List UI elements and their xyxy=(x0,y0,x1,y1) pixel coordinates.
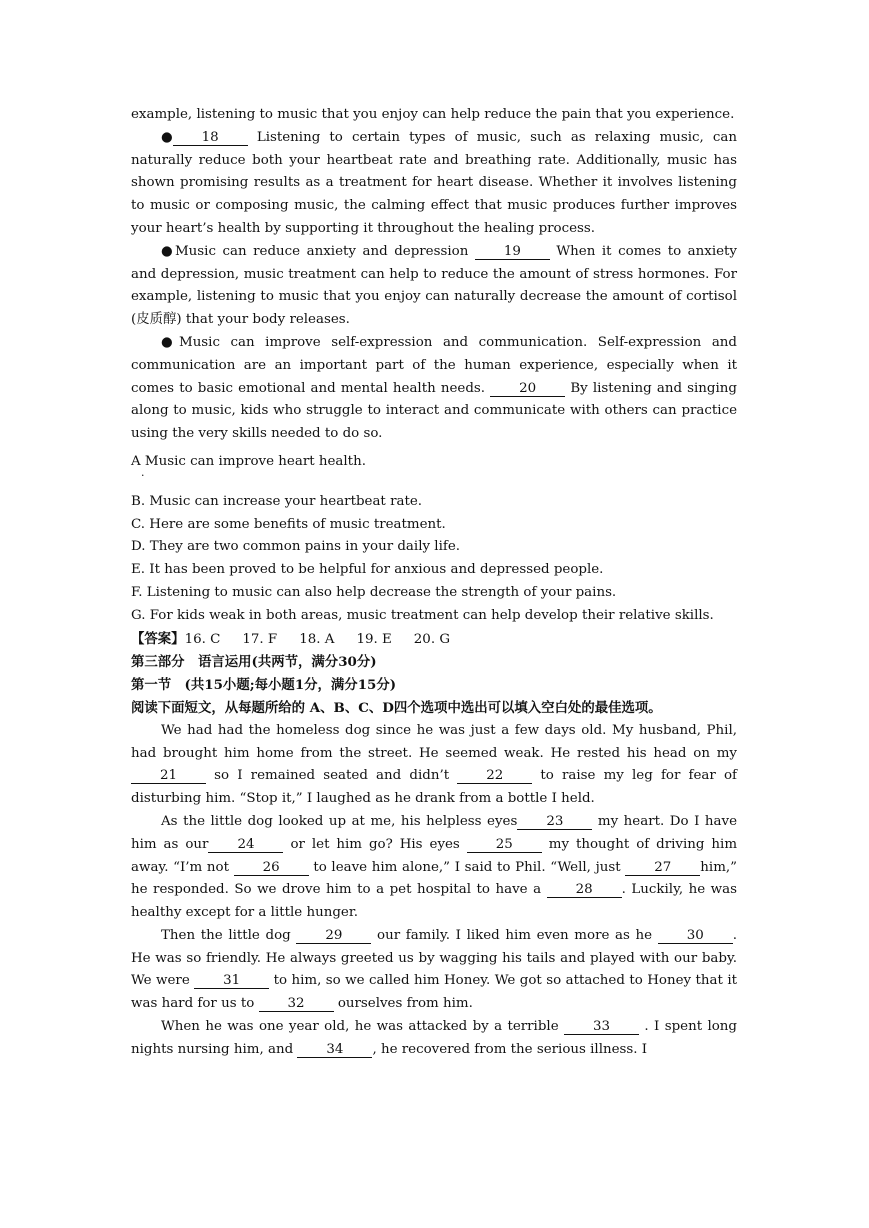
cloze-text: . Luckily, he was healthy except for a little hunger. xyxy=(131,882,737,921)
answer-item: 18. A xyxy=(299,631,335,647)
blank-25: 25 xyxy=(467,837,542,853)
cloze-text: to raise my leg for fear of disturbing him. “Stop it,” I laughed as he drank from a bottle I held. xyxy=(131,768,737,807)
stray-mark xyxy=(131,468,737,491)
paragraph-20-after: By listening and singing along to music, kids who struggle to interact and communicate with others can practice using the very skills needed to do so. xyxy=(131,380,737,442)
cloze-text: We had had the homeless dog since he was just a few days old. My husband, Phil, had brought him home from the street. He seemed weak. He rested his head on my xyxy=(131,722,737,761)
cloze-text: my thought of driving him away. “I’m not xyxy=(131,836,738,875)
blank-24: 24 xyxy=(208,837,283,853)
blank-33: 33 xyxy=(564,1019,639,1035)
cloze-text: my heart. Do I have him as our xyxy=(131,813,737,852)
answer-item: 17. F xyxy=(242,631,278,647)
blank-32: 32 xyxy=(259,996,334,1012)
part-title: 第三部分 语言运用(共两节，满分30分) xyxy=(131,654,377,671)
cloze-text: , he recovered from the serious illness. I xyxy=(372,1041,648,1057)
section-title: 第一节 (共15小题;每小题1分，满分15分) xyxy=(131,677,397,694)
cloze-text: to him, so we called him Honey. We got so attached to Honey that it was hard for us to xyxy=(131,973,737,1012)
instruction: 阅读下面短文，从每题所给的 A、B、C、D四个选项中选出可以填入空白处的最佳选项。 xyxy=(131,699,662,716)
option-e: E. It has been proved to be helpful for anxious and depressed people. xyxy=(131,562,604,578)
cloze-text: our family. I liked him even more as he xyxy=(377,927,653,943)
cloze-paragraph-4 xyxy=(131,1016,737,1062)
option-f: F. Listening to music can also help decrease the strength of your pains. xyxy=(131,584,617,600)
cloze-text: . He was so friendly. He always greeted us by wagging his tails and played with our baby. We were xyxy=(131,927,738,989)
blank-28: 28 xyxy=(547,882,622,898)
blank-31: 31 xyxy=(194,973,269,989)
cloze-text: When he was one year old, he was attacked by a terrible xyxy=(161,1019,559,1035)
cloze-text: him,” he responded. So we drove him to a pet hospital to have a xyxy=(131,859,737,898)
bullet-icon: ● xyxy=(161,129,173,145)
paragraph-19-lead: ●Music can reduce anxiety and depression xyxy=(161,243,469,259)
cloze-paragraph-1 xyxy=(131,720,737,811)
blank-27: 27 xyxy=(625,860,700,876)
blank-29: 29 xyxy=(296,928,371,944)
blank-26: 26 xyxy=(234,860,309,876)
blank-23: 23 xyxy=(517,814,592,830)
answer-item: 19. E xyxy=(356,631,392,647)
answer-label: 【答案】 xyxy=(131,630,185,647)
cloze-text: . I spent long nights nursing him, and xyxy=(131,1019,738,1057)
stray-dot: · xyxy=(141,468,145,482)
paragraph-20-text: ●Music can improve self-expression and communication. Self-expression and communication are an important part of the human experience, especially when it comes to basic emotional and mental health needs. xyxy=(131,334,737,396)
passage-line-start: example, listening to music that you enjoy can help reduce the pain that you experience. xyxy=(131,107,735,122)
option-d: D. They are two common pains in your daily life. xyxy=(131,539,461,555)
option-g: G. For kids weak in both areas, music treatment can help develop their relative skills. xyxy=(131,607,714,623)
blank-30: 30 xyxy=(658,928,733,944)
blank-20: 20 xyxy=(490,381,565,397)
cloze-text: to leave him alone,” I said to Phil. “Well, just xyxy=(313,859,621,875)
cloze-text: so I remained seated and didn’t xyxy=(214,768,450,784)
blank-21: 21 xyxy=(131,768,206,784)
cloze-text: or let him go? His eyes xyxy=(290,836,460,852)
option-c: C. Here are some benefits of music treatment. xyxy=(131,516,446,532)
answer-item: 20. G xyxy=(413,631,451,647)
cloze-text: ourselves from him. xyxy=(337,996,473,1012)
paragraph-19 xyxy=(131,241,737,332)
blank-34: 34 xyxy=(297,1042,372,1058)
document-content xyxy=(131,104,737,1062)
cloze-text: As the little dog looked up at me, his helpless eyes xyxy=(161,813,518,829)
paragraph-18-text: Listening to certain types of music, such as relaxing music, can naturally reduce both your heartbeat rate and breathing rate. Additionally, music has shown promising results as a treatment for heart disease. Whether it involves listening to music or composing music, the calming effect that music produces further improves your heart’s health by supporting it throughout the healing process. xyxy=(131,129,737,236)
paragraph-20 xyxy=(131,332,737,446)
cloze-text: Then the little dog xyxy=(161,927,291,943)
option-b: B. Music can increase your heartbeat rate. xyxy=(131,493,423,509)
blank-18: 18 xyxy=(173,130,248,146)
answer-key xyxy=(131,628,737,652)
answer-item: 16. C xyxy=(184,631,221,647)
cloze-paragraph-3 xyxy=(131,925,737,1016)
blank-19: 19 xyxy=(475,244,550,260)
cloze-paragraph-2 xyxy=(131,811,737,925)
blank-22: 22 xyxy=(457,768,532,784)
paragraph-18 xyxy=(131,127,737,241)
paragraph-19-text: When it comes to anxiety and depression, music treatment can help to reduce the amount of stress hormones. For example, listening to music that you enjoy can naturally decrease the amount of cortisol (皮质醇) that your body releases. xyxy=(131,243,737,328)
option-a: A Music can improve heart health. xyxy=(131,453,366,469)
